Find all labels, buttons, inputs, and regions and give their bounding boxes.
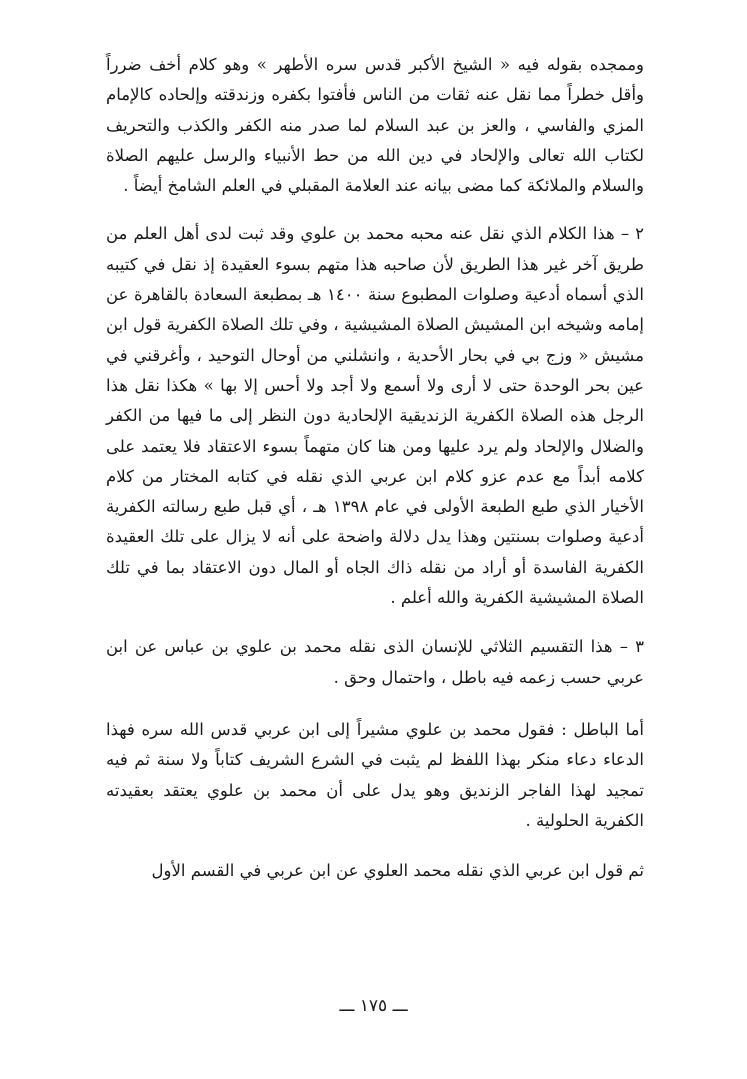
paragraph-1: وممجده بقوله فيه « الشيخ الأكبر قدس سره الأطهر » وهو كلام أخف ضرراً وأقل خطراً مما نقل عنه ثقات من الناس فأفتوا بكفره وزندقته وإلحاده كالإمام المزي والفاسي ، والعز بن عبد السلام لما صدر منه الكفر والكذب والتحريف لكتاب الله تعالى والإلحاد في دين الله من حط الأنبياء والرسل عليهم الصلاة والسلام والملائكة كما مضى بيانه عند العلامة المقبلي في العلم الشامخ أيضاً .	[106, 55, 644, 196]
page-number: ـــ ١٧٥ ـــ	[339, 996, 408, 1016]
paragraph-2: ٢ – هذا الكلام الذي نقل عنه محبه محمد بن علوي وقد ثبت لدى أهل العلم من طريق آخر غير هذا الطريق لأن صاحبه هذا متهم بسوء العقيدة إذ نقل في كتيبه الذي أسماه أدعية وصلوات المطبوع سنة ١٤٠٠ هـ بمطبعة السعادة بالقاهرة عن إمامه وشيخه ابن المشيش الصلاة المشيشية ، وفي تلك الصلاة الكفرية قول ابن مشيش « وزج بي في بحار الأحدية ، وانشلني من أوحال التوحيد ، وأغرقني في عين بحر الوحدة حتى لا أرى ولا أسمع ولا أجد ولا أحس إلا بها » هكذا نقل هذا الرجل هذه الصلاة الكفرية الزنديقية الإلحادية دون النظر إلى ما فيها من الكفر والضلال والإلحاد ولم يرد عليها ومن هنا كان متهماً بسوء الاعتقاد فلا يعتمد على كلامه أبداً مع عدم عزو كلام ابن عربي الذي نقله في كتابه المختار من كلام الأخيار الذي طبع الطبعة الأولى في عام ١٣٩٨ هـ ، أي قبل طبع رسالته الكفرية أدعية وصلوات بسنتين وهذا يدل دلالة واضحة على أنه لا يزال على تلك العقيدة الكفرية الفاسدة أو أراد من نقله ذاك الجاه أو المال دون الاعتقاد بما في تلك الصلاة المشيشية الكفرية والله أعلم .	[106, 224, 644, 608]
paragraph-4: أما الباطل : فقول محمد بن علوي مشيراً إلى ابن عربي قدس الله سره فهذا الدعاء دعاء منكر بهذا اللفظ لم يثبت في الشرع الشريف كتاباً ولا سنة ثم فيه تمجيد لهذا الفاجر الزنديق وهو يدل على أن محمد بن علوي يعتقد بعقيدته الكفرية الحلولية .	[106, 719, 644, 830]
paragraph-3: ٣ – هذا التقسيم الثلاثي للإنسان الذى نقله محمد بن علوي بن عباس عن ابن عربي حسب زعمه فيه باطل ، واحتمال وحق .	[106, 637, 644, 687]
paragraph-5: ثم قول ابن عربي الذي نقله محمد العلوي عن ابن عربي في القسم الأول	[151, 861, 644, 881]
